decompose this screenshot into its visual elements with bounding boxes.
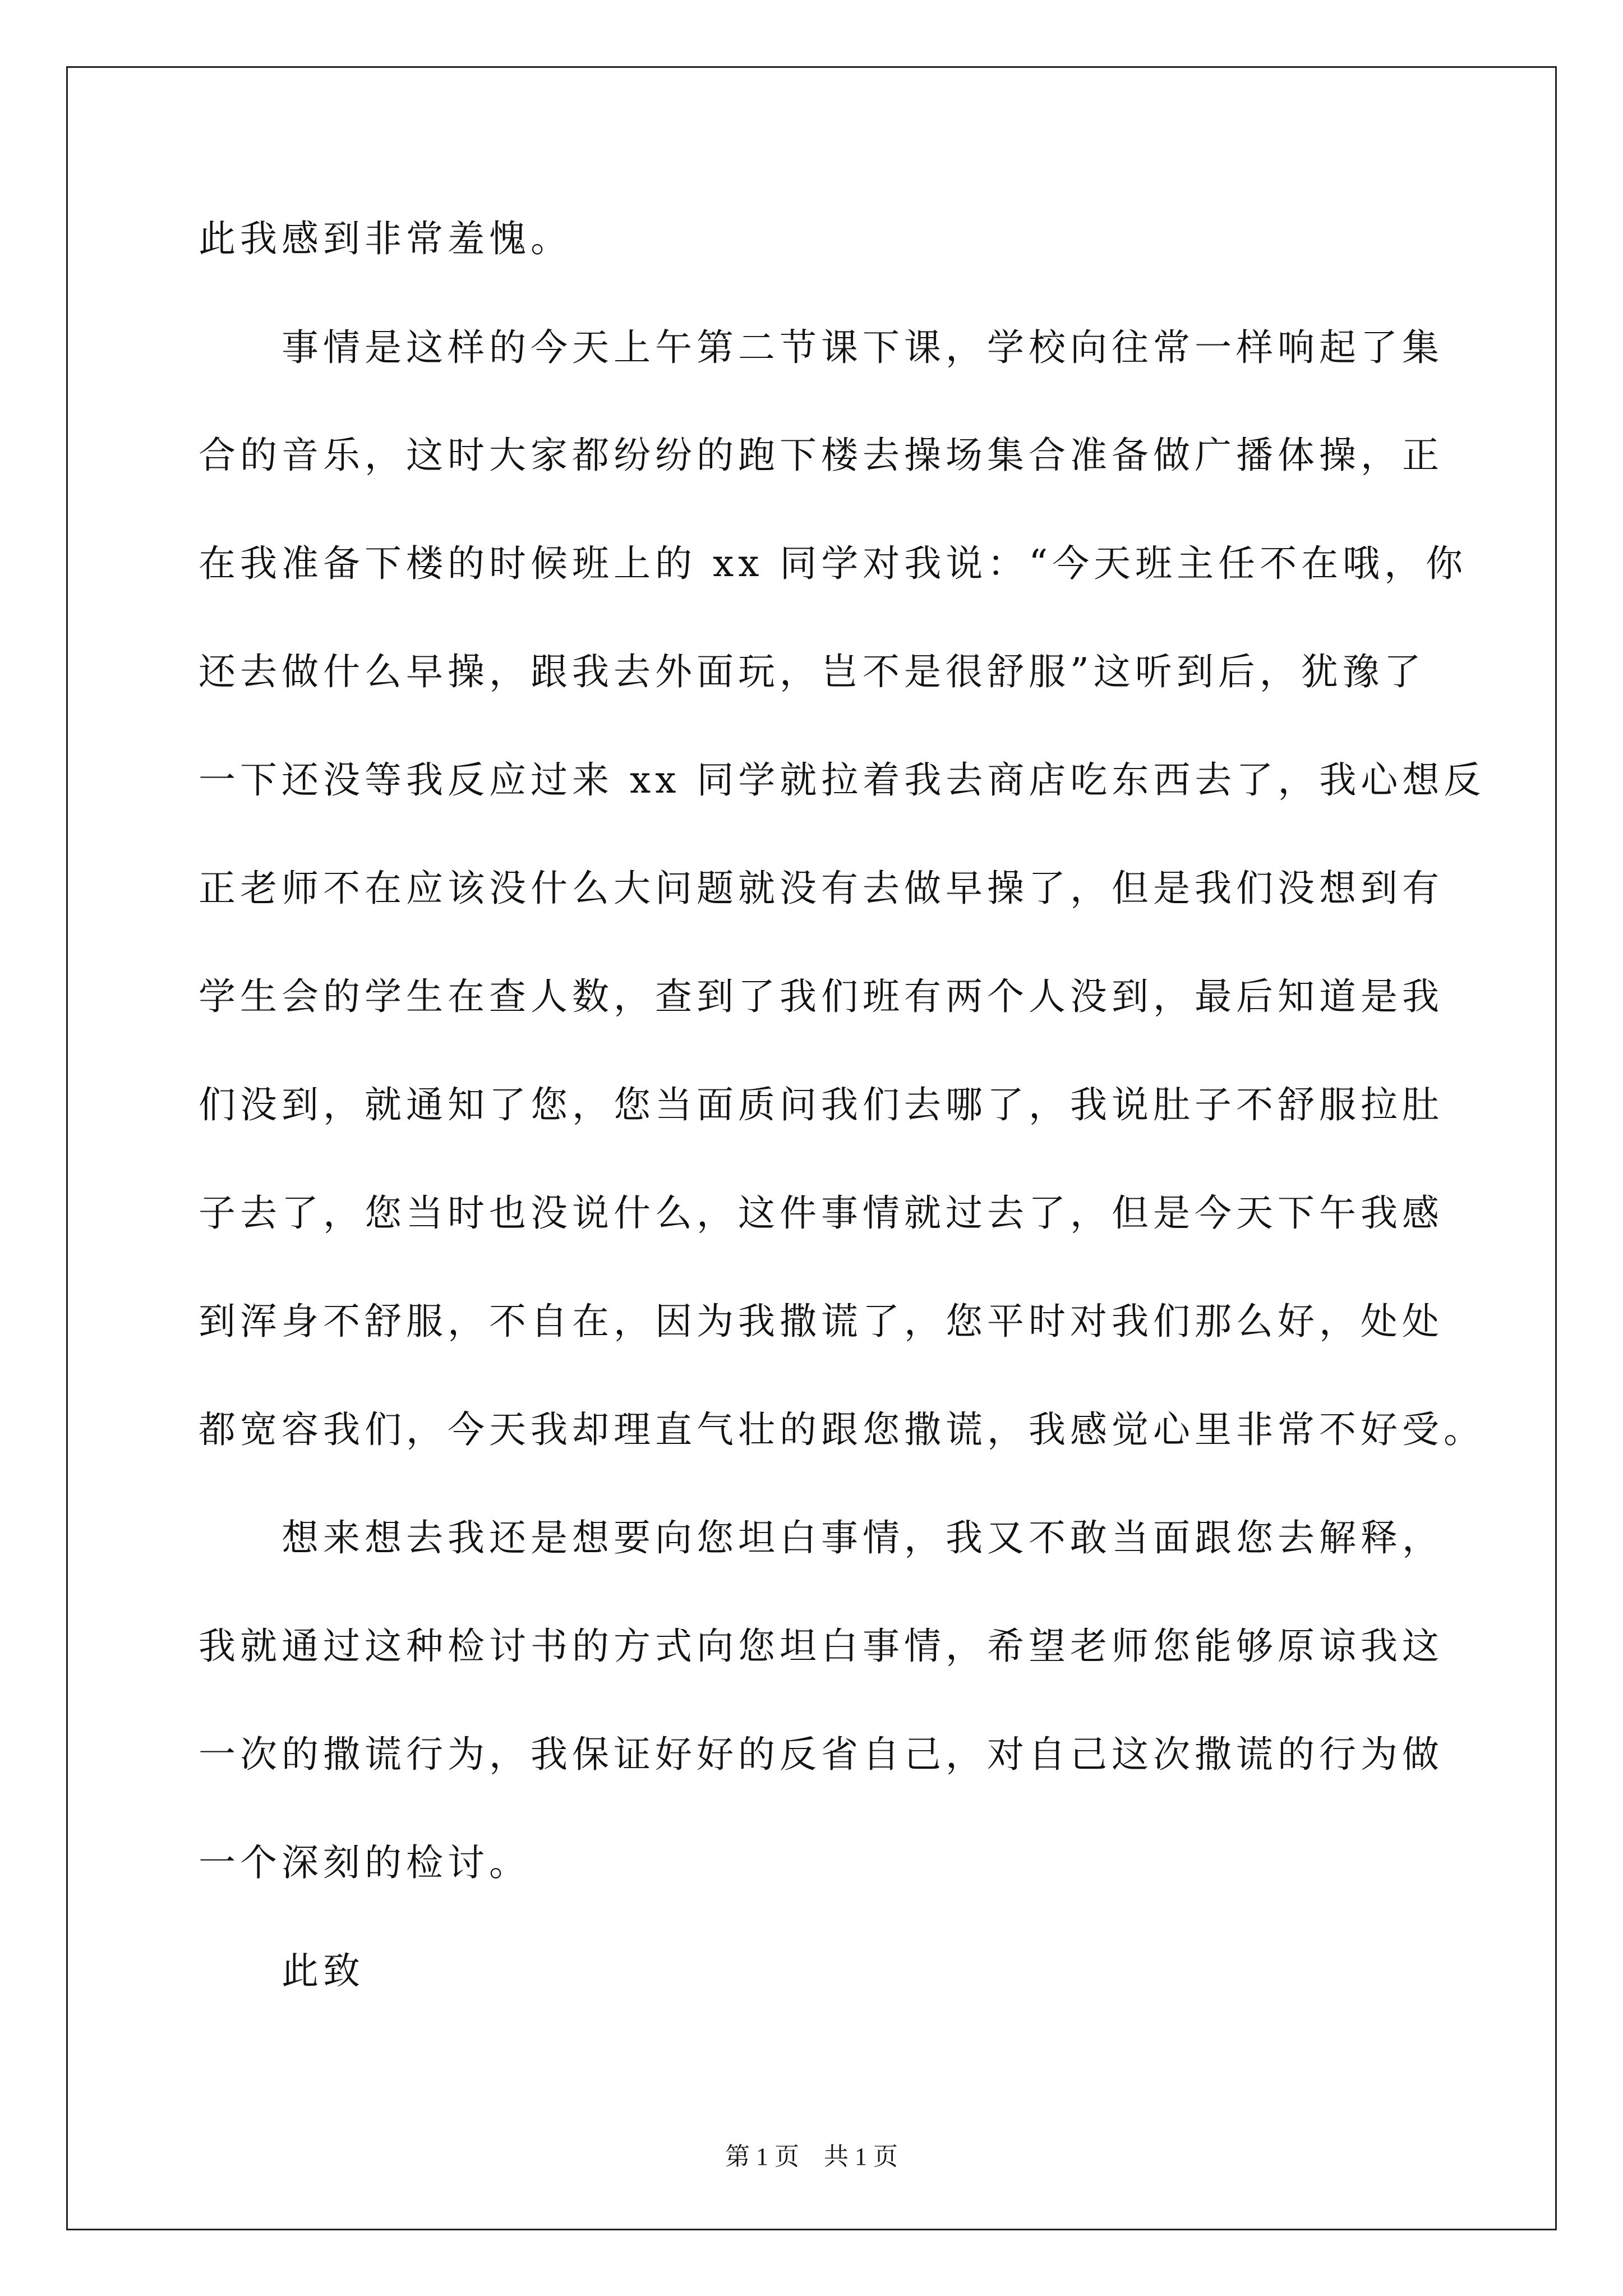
text-line: 还去做什么早操，跟我去外面玩，岂不是很舒服”这听到后，犹豫了 (199, 650, 1426, 693)
text-line: 子去了，您当时也没说什么，这件事情就过去了，但是今天下午我感 (199, 1191, 1444, 1235)
text-line: 到浑身不舒服，不自在，因为我撒谎了，您平时对我们那么好，处处 (199, 1300, 1444, 1343)
text-line: 一次的撒谎行为，我保证好好的反省自己，对自己这次撒谎的行为做 (199, 1733, 1444, 1776)
text-line: 学生会的学生在查人数，查到了我们班有两个人没到，最后知道是我 (199, 975, 1444, 1018)
text-line: 在我准备下楼的时候班上的 xx 同学对我说：“今天班主任不在哦，你 (199, 542, 1468, 585)
text-line: 一个深刻的检讨。 (199, 1841, 531, 1884)
paragraph-start-line: 想来想去我还是想要向您坦白事情，我又不敢当面跟您去解释， (282, 1516, 1444, 1559)
paragraph-start-line: 事情是这样的今天上午第二节课下课，学校向往常一样响起了集 (282, 326, 1444, 369)
text-line: 合的音乐，这时大家都纷纷的跑下楼去操场集合准备做广播体操，正 (199, 434, 1444, 477)
closing-salutation: 此致 (282, 1949, 365, 1993)
text-line: 正老师不在应该没什么大问题就没有去做早操了，但是我们没想到有 (199, 867, 1444, 910)
text-line: 此我感到非常羞愧。 (199, 217, 572, 260)
text-line: 一下还没等我反应过来 xx 同学就拉着我去商店吃东西去了，我心想反 (199, 758, 1486, 802)
page-border (66, 66, 1557, 2230)
text-line: 都宽容我们，今天我却理直气壮的跟您撒谎，我感觉心里非常不好受。 (199, 1408, 1485, 1451)
text-line: 们没到，就通知了您，您当面质问我们去哪了，我说肚子不舒服拉肚 (199, 1083, 1444, 1126)
page-number-footer: 第 1 页 共 1 页 (725, 2143, 898, 2170)
text-line: 我就通过这种检讨书的方式向您坦白事情，希望老师您能够原谅我这 (199, 1625, 1444, 1668)
